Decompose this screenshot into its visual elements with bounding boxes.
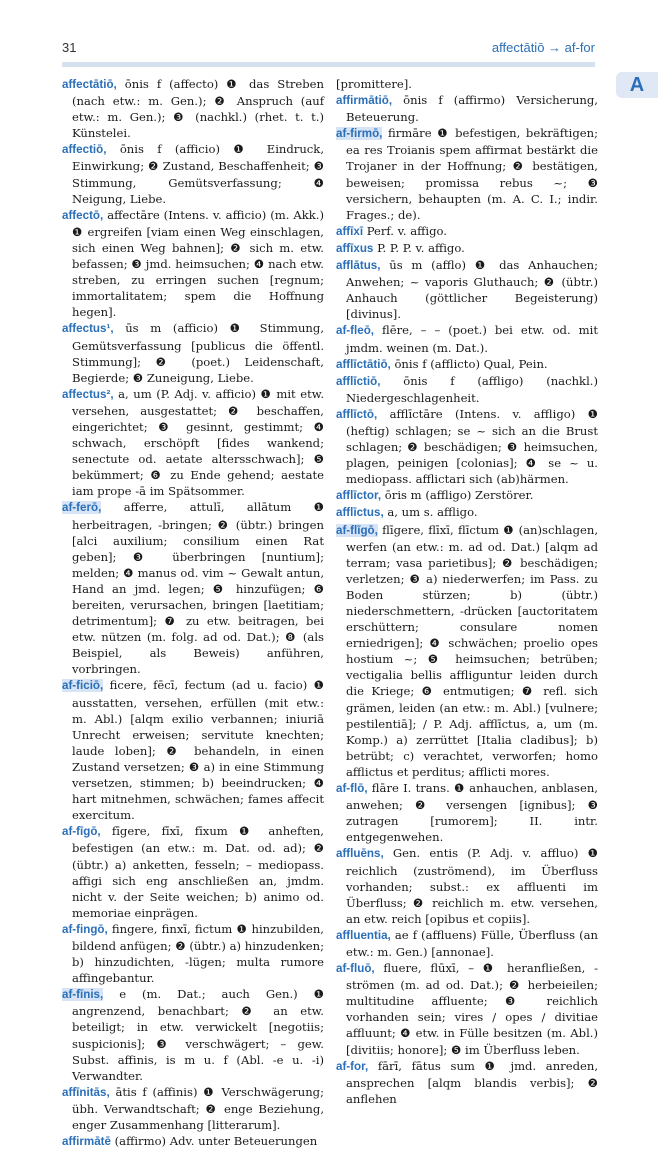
dictionary-entry [336, 125, 598, 223]
dictionary-entry [62, 499, 324, 677]
entry-definition: afflīctāre (Intens. v. affligo) ❶ (heftig) schlagen; se ~ sich an die Brust schlagen; ❷ beschädigen; ❸ heimsuchen, plagen, peinigen [colonias]; ❹ se ~ u. mediopass. afflictari sich (ab)härmen. [346, 406, 598, 487]
dictionary-entry [62, 986, 324, 1084]
entry-headword: affīxī [336, 224, 364, 238]
entry-definition: ōris m (affligo) Zerstörer. [384, 488, 534, 503]
dictionary-entry [336, 322, 598, 355]
entry-definition: fārī, fātus sum ❶ jmd. anreden, ansprechen [alqm blandis verbis]; ❷ anflehen [346, 1058, 599, 1106]
entry-headword: affirmātē [62, 1135, 111, 1149]
entry-headword: af-ferō, [62, 501, 102, 515]
entry-headword: affluentia, [336, 928, 391, 942]
dictionary-entry [336, 487, 598, 504]
entry-headword: afflīctō, [336, 407, 378, 421]
entry-definition: ātis f (affinis) ❶ Verschwägerung; übh. Verwandtschaft; ❷ enge Beziehung, enger Zusammenhang [litterarum]. [72, 1084, 325, 1132]
entry-headword: affīxus [336, 241, 374, 255]
entry-definition: a, um (P. Adj. v. afficio) ❶ mit etw. versehen, ausgestattet; ❷ beschaffen, eingerichtet; ❸ gesinnt, gestimmt; ❹ schwach, erschöpft [fides wankend; senectute od. aetate altersschwach]; ❺ bekümmert; ❻ zu Ende gehend; aestate iam prope -ā im Spätsommer. [72, 386, 325, 499]
dictionary-entry [336, 356, 598, 373]
entry-definition: P. P. P. v. affigo. [377, 240, 465, 255]
entry-headword: afflīctiō, [336, 374, 381, 388]
dictionary-entry [62, 823, 324, 921]
entry-headword: affectātiō, [62, 78, 117, 91]
dictionary-entry [336, 960, 598, 1058]
entry-headword: afflīctus, [336, 506, 384, 520]
entry-definition: fingere, finxī, fictum ❶ hinzubilden, bildend anfügen; ❷ (übtr.) a) hinzudenken; b) hinzudichten, -lügen; multa rumore affingebantur. [72, 921, 324, 986]
running-header [62, 36, 595, 67]
entry-definition: fīgere, fīxī, fīxum ❶ anheften, befestigen (an etw.: m. Dat. od. ad); ❷ (übtr.) a) anketten, fesseln; – mediopass. affigi sich eng anschließen an, jmdm. nicht v. der Seite weichen; b) animo od. memoriae einprägen. [72, 824, 324, 920]
entry-headword: af-fleō, [336, 324, 375, 338]
entry-headword: affectiō, [62, 143, 107, 157]
dictionary-entry [62, 386, 324, 500]
dictionary-entry [336, 504, 598, 521]
entry-definition: [promittere]. [336, 77, 412, 91]
entry-definition: flīgere, flīxī, flīctum ❶ (an)schlagen, werfen (an etw.: m. ad od. Dat.) [alqm ad terram; vasa parietibus]; ❷ beschädigen; verletzen; ❸ a) niederwerfen; im Pass. zu Boden stürzen; b) (übtr.) niederschmettern, -drücken [auctoritatem erschüttern; consulare nomen erniedrigen]; ❹ schwächen; proelio opes hostium ~; ❺ heimsuchen; betrüben; vectigalia bellis affliguntur leiden durch die Kriege; ❻ entmutigen; ❼ refl. sich grämen, leiden (an etw.: m. Abl.) [vulnere; pestilentiā]; / P. Adj. afflīctus, a, um (m. Komp.) a) zerrüttet [Italia cladibus]; b) betrübt; c) verachtet, verworfen; homo afflictus et perditus; afflicti mores. [346, 522, 599, 779]
dictionary-entry [336, 240, 598, 257]
entry-headword: affectus¹, [62, 322, 114, 336]
entry-headword: af-fīgō, [62, 825, 101, 839]
entry-definition: ōnis f (affecto) ❶ das Streben (nach etw.: m. Gen.); ❷ Anspruch (auf etw.: m. Gen.); ❸ (nachkl.) (rhet. t. t.) Künstelei. [72, 77, 325, 141]
entry-definition: ōnis f (affirmo) Versicherung, Beteuerung. [346, 93, 598, 125]
entry-headword: af-ficiō, [62, 679, 104, 693]
entry-headword: af-fluō, [336, 962, 375, 976]
dictionary-entry [336, 1058, 598, 1107]
entry-definition: Perf. v. affigo. [366, 223, 447, 238]
entry-definition: firmāre ❶ befestigen, bekräftigen; ea res Troianis spem affirmat bestärkt die Trojaner in der Hoffnung; ❷ bestätigen, beweisen; promissa rebus ~; ❸ versichern, behaupten (m. A. C. I.; indir. Frages.; de). [346, 126, 599, 222]
dictionary-entry [62, 1084, 324, 1133]
entry-definition: ōnis f (afficio) ❶ Eindruck, Einwirkung; ❷ Zustand, Beschaffenheit; ❸ Stimmung, Gemütsverfassung; ❹ Neigung, Liebe. [72, 142, 325, 206]
entry-headword: af-for, [336, 1059, 369, 1073]
entry-definition: ōnis f (afflicto) Qual, Pein. [394, 356, 548, 371]
entry-headword: af-fīnis, [62, 988, 104, 1002]
entry-definition: flāre I. trans. ❶ anhauchen, anblasen, anwehen; ❷ versengen [ignibus]; ❸ zutragen [rumorem]; II. intr. entgegenwehen. [346, 781, 598, 845]
entry-headword: af-fingō, [62, 922, 108, 936]
dictionary-entry [62, 207, 324, 321]
entry-definition: (affirmo) Adv. unter Beteuerungen [114, 1134, 318, 1149]
dictionary-entry [336, 257, 598, 322]
entry-definition: ficere, fēcī, fectum (ad u. facio) ❶ ausstatten, versehen, erfüllen (mit etw.: m. Abl.) [alqm exilio verbannen; iniuriā Unrecht erweisen; servitute knechten; laude loben]; ❷ behandeln, in einen Zustand versetzen; ❸ a) in eine Stimmung versetzen, stimmen; b) beeindrucken; ❹ hart mitnehmen, schwächen; fames affecit exercitum. [72, 678, 324, 823]
entry-headword: af-flīgō, [336, 523, 378, 537]
dictionary-entry [336, 92, 598, 125]
entry-headword: affectō, [62, 208, 104, 222]
entry-headword: afflātus, [336, 259, 381, 273]
entry-definition: Gen. entis (P. Adj. v. affluo) ❶ reichlich (zuströmend), im Überfluss vorhanden; subst.: ex affluenti im Überfluss; ❷ reichlich m. etw. versehen, an etw. reich [opibus et copiis]. [346, 846, 599, 926]
dictionary-entry [336, 373, 598, 406]
entry-definition: a, um s. affligo. [387, 505, 478, 520]
dictionary-entry [336, 927, 598, 960]
left-column [62, 76, 324, 1150]
guide-words: affectātiō → af-for [491, 40, 595, 55]
dictionary-entry [62, 141, 324, 206]
entry-definition: ae f (affluens) Fülle, Überfluss (an etw.: m. Gen.) [annonae]. [346, 927, 598, 959]
dictionary-entry [62, 677, 324, 823]
dictionary-entry [62, 921, 324, 986]
entry-headword: affluēns, [336, 847, 384, 861]
entry-headword: afflīctor, [336, 489, 382, 503]
dictionary-entry [62, 320, 324, 385]
entry-definition: afferre, attulī, allātum ❶ herbeitragen, -bringen; ❷ (übtr.) bringen [alci auxilium; consilium einen Rat geben]; ❸ überbringen [nuntium]; melden; ❹ manus od. vim ~ Gewalt antun, Hand an jmd. legen; ❺ hinzufügen; ❻ bereiten, verursachen, bringen [laetitiam; detrimentum]; ❼ zu etw. beitragen, bei etw. nützen (m. folg. ad od. Dat.); ❽ (als Beispiel, als Beweis) anführen, vorbringen. [72, 500, 325, 677]
entry-headword: affectus², [62, 387, 114, 401]
entry-definition: e (m. Dat.; auch Gen.) ❶ angrenzend, benachbart; ❷ an etw. beteiligt; in etw. verwickelt [negotiis; suspicionis]; ❸ verschwägert; – gew. Subst. affinis, is m u. f (Abl. -e u. -i) Verwandter. [72, 987, 324, 1083]
entry-headword: afflīctātiō, [336, 357, 391, 371]
dictionary-entry [336, 780, 598, 845]
dictionary-entry [336, 76, 598, 92]
dictionary-entry [336, 223, 598, 240]
dictionary-entry [62, 1133, 324, 1150]
letter-thumb-tab[interactable]: A [616, 72, 658, 98]
entry-headword: af-firmō, [336, 127, 383, 141]
entry-headword: affirmātiō, [336, 94, 393, 108]
dictionary-entry [336, 406, 598, 487]
right-column [336, 76, 598, 1107]
dictionary-entry [336, 522, 598, 781]
entry-definition: ōnis f (affligo) (nachkl.) Niedergeschlagenheit. [346, 373, 598, 405]
page-number: 31 [62, 40, 77, 55]
entry-definition: ūs m (afficio) ❶ Stimmung, Gemütsverfassung [publicus die öffentl. Stimmung]; ❷ (poet.) Leidenschaft, Begierde; ❸ Zuneigung, Liebe. [72, 321, 325, 385]
entry-definition: fluere, flūxī, – ❶ heranfließen, -strömen (m. ad od. Dat.); ❷ herbeieilen; multitudine affluente; ❸ reichlich vorhanden sein; vires / opes / divitiae affluunt; ❹ etw. in Fülle besitzen (m. Abl.) [divitiis; honore]; ❺ im Überfluss leben. [346, 961, 598, 1057]
entry-headword: affīnitās, [62, 1085, 110, 1099]
entry-definition: affectāre (Intens. v. afficio) (m. Akk.) ❶ ergreifen [viam einen Weg einschlagen, sich einen Weg bahnen]; ❷ sich m. etw. befassen; ❸ jmd. heimsuchen; ❹ nach etw. streben, zu erringen suchen [regnum; immortalitatem; spem die Hoffnung hegen]. [72, 207, 325, 320]
entry-definition: ūs m (afflo) ❶ das Anhauchen; Anwehen; ~ vaporis Gluthauch; ❷ (übtr.) Anhauch (göttlicher Begeisterung) [divinus]. [346, 258, 599, 322]
entry-definition: flēre, – – (poet.) bei etw. od. mit jmdm. weinen (m. Dat.). [346, 323, 598, 355]
entry-headword: af-flō, [336, 782, 368, 796]
dictionary-entry [62, 76, 324, 141]
dictionary-entry [336, 845, 598, 926]
